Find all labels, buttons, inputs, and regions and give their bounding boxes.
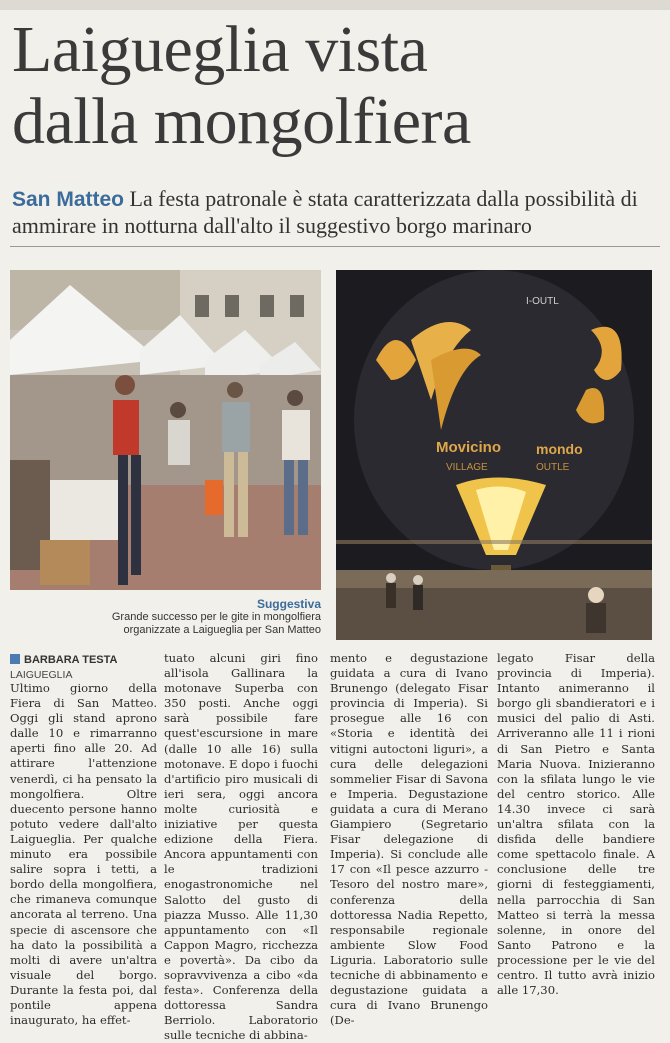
article-column-1: Ultimo giorno della Fiera di San Matteo. Oggi gli stand aprono dalle 10 e rimarranno aperti fino alle 20. Ad attirare l'attenzione venerdì, ci ha pensato la mongolfiera. Oltre duecento persone hanno potuto vedere dall'alto Laigueglia. Per qualche minuto era possibile salire sopra i tetti, a bordo della mongolfiera, che rimaneva comunque ancorata al terreno. Una specie di ascensore che ha dato la possibilità a molti di avere un'altra visuale del borgo. Durante la festa poi, dal pontile appena inaugurato, ha effet- (10, 681, 157, 1028)
page-top-strip (0, 0, 670, 10)
byline (10, 650, 150, 681)
balloon-text-mondo: mondo (536, 441, 583, 457)
author-name: BARBARA TESTA (24, 654, 118, 666)
caption-line-1: Grande successo per le gite in mongolfiera (111, 611, 321, 623)
fair-stands-illustration (10, 270, 321, 590)
byline-marker (10, 654, 20, 664)
article-column-4: legato Fisar della provincia di Imperia). Intanto animeranno il borgo gli sbandieratori e i musici del palio di Asti. Arriveranno alle 11 i rioni di San Pietro e Santa Maria Nuova. Inizieranno con la sfilata lungo le vie del centro storico. Alle 14.30 invece ci sarà un'altra sfilata con la disfida delle bandiere come spettacolo finale. A conclusione delle tre giorni di festeggiamenti, nella parrocchia di San Matteo si terrà la messa solenne, in onore del Santo Patrono e la processione per le vie del centro. Il tutto avrà inizio alle 17,30. (497, 651, 655, 998)
caption-title: Suggestiva (256, 597, 321, 611)
caption-line-2: organizzate a Laigueglia per San Matteo (123, 624, 321, 636)
photo-caption (10, 598, 321, 637)
article-column-3: mento e degustazione guidata a cura di Ivano Brunengo (delegato Fisar provincia di Imperia). Si prosegue alle 16 con «Storia e identità dei vitigni autoctoni liguri», a cura delle delegazioni sommelier Fisar di Savona e Imperia. Degustazione guidata a cura di Merano Giampiero (Segretario Fisar delegazione di Imperia). Si conclude alle 17 con «Il pesce azzurro - Tesoro del nostro mare», conferenza della dottoressa Nadia Repetto, responsabile regionale ambiente Slow Food Liguria. Laboratorio sulle tecniche di abbinamento e degustazione guidata a cura di Ivano Brunengo (De- (330, 651, 488, 1028)
photo-fair-stands (10, 270, 321, 590)
article-column-2: tuato alcuni giri fino all'isola Gallinara la motonave Superba con 350 posti. Anche oggi sarà possibile fare quest'escursione in mare (dalle 10 alle 16) sulla motonave. E dopo i fuochi d'artificio piro musicali di ieri sera, oggi ancora molte curiosità e iniziative per questa edizione della Fiera. Ancora appuntamenti con le tradizioni enogastronomiche nel Salotto del gusto di piazza Musso. Alle 11,30 appuntamento con «Il Cappon Magro, ricchezza e povertà». Da cibo da sopravvivenza a cibo «da festa». Conferenza della dottoressa Sandra Berriolo. Laboratorio sulle tecniche di abbina- (164, 651, 318, 1043)
headline-line-2: dalla mongolfiera (12, 85, 471, 158)
section-divider (10, 246, 660, 247)
subheadline-text: La festa patronale è stata caratterizzata dalla possibilità di ammirare in notturna dall'alto il suggestivo borgo marinaro (12, 186, 638, 238)
kicker-label: San Matteo (12, 188, 125, 211)
balloon-illustration (336, 270, 652, 640)
subheadline (12, 186, 662, 239)
balloon-text-village: VILLAGE (446, 462, 488, 473)
dateline-place: LAIGUEGLIA (10, 669, 73, 681)
balloon-text-movicino: Movicino (436, 439, 502, 456)
balloon-text-outl: I-OUTL (526, 296, 559, 307)
headline-line-1: Laigueglia vista (12, 13, 428, 86)
photo-hot-air-balloon (336, 270, 652, 640)
headline (12, 14, 652, 158)
balloon-text-outlet: OUTLE (536, 462, 570, 473)
